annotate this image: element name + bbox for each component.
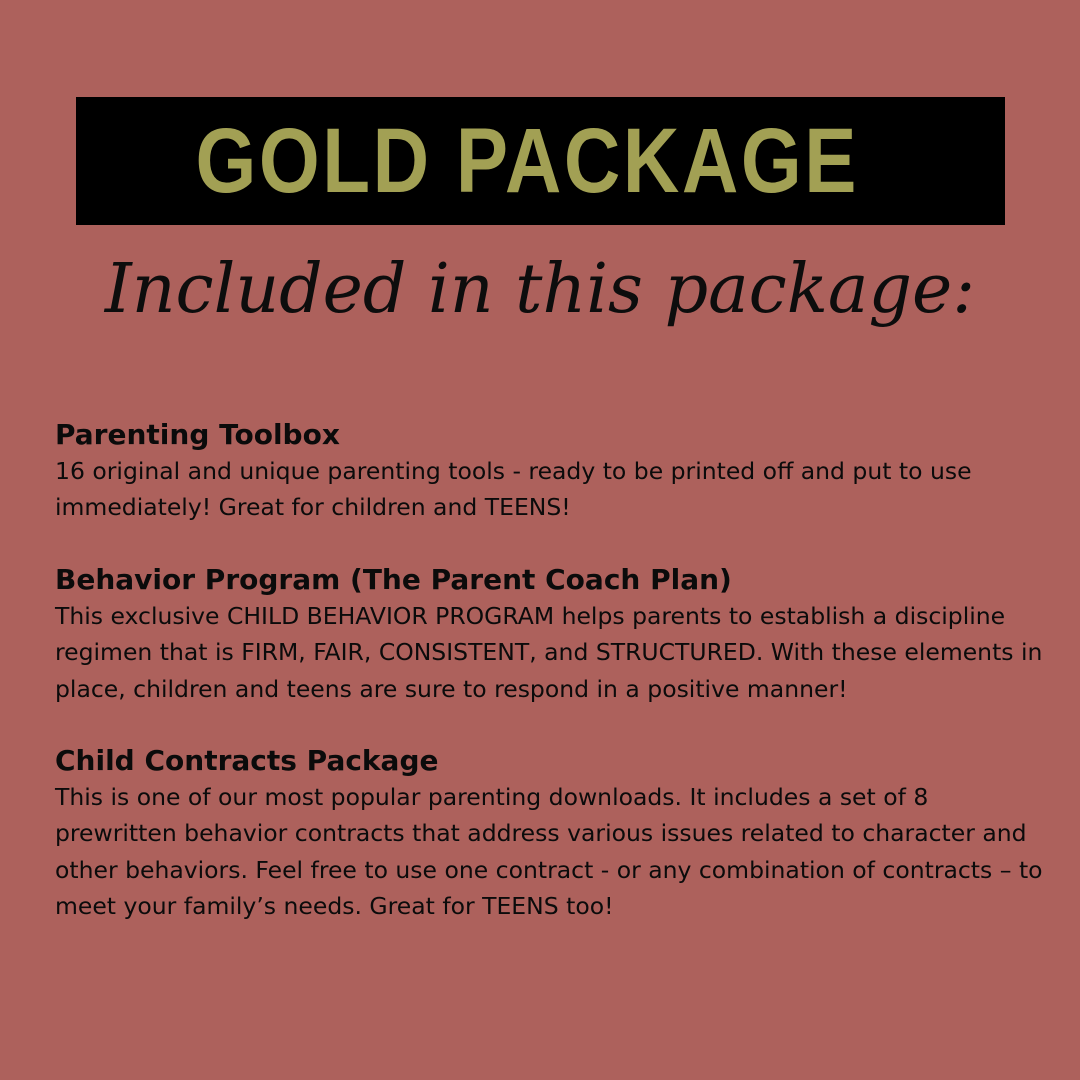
package-contents [55,417,1045,925]
section-body: 16 original and unique parenting tools - ready to be printed off and put to use immediately! Great for children and TEENS! [55,457,972,522]
section-title: Behavior Program (The Parent Coach Plan) [55,562,732,596]
section-child-contracts [55,743,1045,925]
section-body: This is one of our most popular parenting downloads. It includes a set of 8 prewritten behavior contracts that address various issues related to character and other behaviors. Feel free to use one contract - or any combination of contracts – to meet your family’s needs. Great for TEENS too! [55,783,1043,921]
section-body: This exclusive CHILD BEHAVIOR PROGRAM helps parents to establish a discipline regimen that is FIRM, FAIR, CONSISTENT, and STRUCTURED. With these elements in place, children and teens are sure to respond in a positive manner! [55,601,1043,703]
package-title: GOLD PACKAGE [195,109,860,212]
section-title: Child Contracts Package [55,744,439,778]
included-heading: Included in this package: [104,250,976,329]
section-behavior-program [55,562,1045,707]
section-title: Parenting Toolbox [55,418,340,451]
section-parenting-toolbox [55,417,1045,526]
title-banner [76,97,1005,225]
